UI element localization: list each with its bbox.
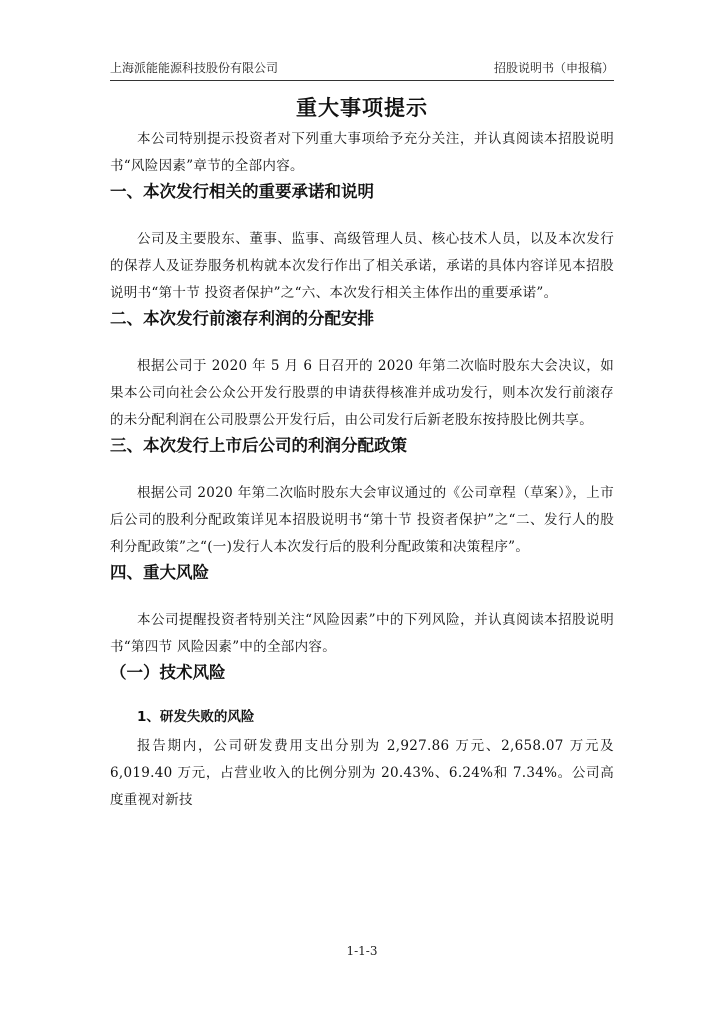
section-heading-major-risks: 四、重大风险 [110, 563, 209, 582]
section-paragraph-major-risks: 本公司提醒投资者特别关注“风险因素”中的下列风险，并认真阅读本招股说明书“第四节 风险因素”中的全部内容。 [110, 612, 614, 655]
page-content [110, 94, 614, 814]
section-heading-commitments: 一、本次发行相关的重要承诺和说明 [110, 182, 374, 201]
section-heading-dividend-policy: 三、本次发行上市后公司的利润分配政策 [110, 436, 407, 455]
header-company-name: 上海派能能源科技股份有限公司 [110, 61, 279, 75]
section-paragraph-retained-profit: 根据公司于 2020 年 5 月 6 日召开的 2020 年第二次临时股东大会决议，如果本公司向社会公众公开发行股票的申请获得核准并成功发行，则本次发行前滚存的未分配利润在公司股票公开发行后，由公司发行后新老股东按持股比例共享。 [110, 358, 614, 428]
intro-paragraph: 本公司特别提示投资者对下列重大事项给予充分关注，并认真阅读本招股说明书“风险因素”章节的全部内容。 [110, 131, 614, 174]
section-heading-retained-profit: 二、本次发行前滚存利润的分配安排 [110, 309, 374, 328]
page-number: 1-1-3 [346, 944, 378, 958]
subsection-heading-technical-risk: （一）技术风险 [110, 663, 226, 682]
header-document-type: 招股说明书（申报稿） [493, 61, 614, 75]
section-paragraph-commitments: 公司及主要股东、董事、监事、高级管理人员、核心技术人员，以及本次发行的保荐人及证券服务机构就本次发行作出了相关承诺，承诺的具体内容详见本招股说明书“第十节 投资者保护”之“六、本次发行相关主体作出的重要承诺”。 [110, 231, 614, 301]
page-title: 重大事项提示 [296, 96, 428, 120]
page-header [110, 58, 614, 78]
section-paragraph-dividend-policy: 根据公司 2020 年第二次临时股东大会审议通过的《公司章程（草案）》，上市后公司的股利分配政策详见本招股说明书“第十节 投资者保护”之“二、发行人的股利分配政策”之“(一)发行人本次发行后的股利分配政策和决策程序”。 [110, 485, 614, 555]
header-divider [110, 80, 614, 81]
item-paragraph-rd-failure-risk: 报告期内，公司研发费用支出分别为 2,927.86 万元、2,658.07 万元及 6,019.40 万元，占营业收入的比例分别为 20.43%、6.24%和 7.34%。公司高度重视对新技 [110, 738, 614, 808]
item-heading-rd-failure-risk: 1、研发失败的风险 [137, 709, 255, 725]
